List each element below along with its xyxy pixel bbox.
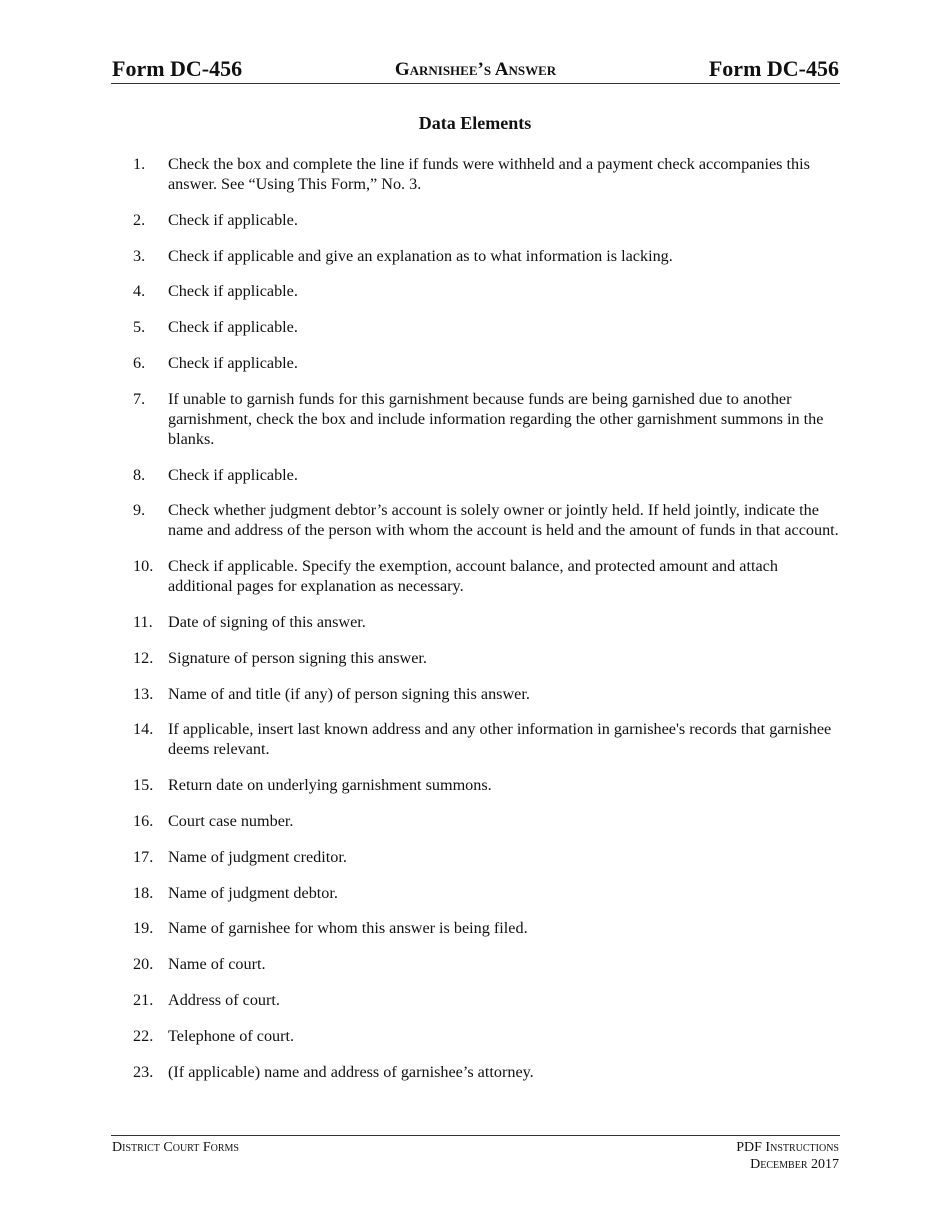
list-item <box>133 210 843 230</box>
form-id-left: Form DC-456 <box>112 56 243 81</box>
list-item <box>133 1026 843 1046</box>
footer-right <box>736 1139 839 1173</box>
item-text: Address of court. <box>168 990 280 1009</box>
item-text: Name of judgment debtor. <box>168 883 338 902</box>
footer-right-line2: December 2017 <box>750 1157 839 1172</box>
list-item <box>133 684 843 704</box>
list-item <box>133 811 843 831</box>
item-number: 19. <box>133 919 154 938</box>
footer-right-line1: PDF Instructions <box>736 1140 839 1155</box>
item-number: 9. <box>133 501 146 520</box>
item-text: Court case number. <box>168 811 294 830</box>
item-number: 22. <box>133 1026 154 1045</box>
item-text: Check if applicable. <box>168 318 298 337</box>
list-item <box>133 246 843 266</box>
section-title: Data Elements <box>418 113 532 133</box>
list-item <box>133 281 843 301</box>
form-title: Garnishee’s Answer <box>394 59 557 80</box>
item-text: Check the box and complete the line if funds were withheld and a payment check accompanies this answer. See “Using This Form,” No. 3. <box>168 155 810 193</box>
list-item <box>133 556 843 596</box>
item-number: 8. <box>133 465 146 484</box>
list-item <box>133 389 843 449</box>
item-text: If applicable, insert last known address and any other information in garnishee's records that garnishee deems relevant. <box>168 720 832 759</box>
item-text: Name of judgment creditor. <box>168 847 347 866</box>
item-number: 15. <box>133 776 154 795</box>
list-item <box>133 847 843 867</box>
item-text: Check if applicable. <box>168 353 298 372</box>
item-text: Check if applicable and give an explanation as to what information is lacking. <box>168 246 673 265</box>
item-number: 12. <box>133 648 154 667</box>
item-number: 4. <box>133 282 146 301</box>
item-number: 14. <box>133 720 154 739</box>
list-item <box>133 883 843 903</box>
item-text: Name of garnishee for whom this answer is being filed. <box>168 919 528 938</box>
item-number: 11. <box>133 612 153 631</box>
item-text: Check if applicable. <box>168 465 298 484</box>
list-item <box>133 918 843 938</box>
item-text: Telephone of court. <box>168 1026 295 1045</box>
item-text: Return date on underlying garnishment summons. <box>168 776 492 795</box>
list-item <box>133 719 843 759</box>
list-item <box>133 465 843 485</box>
list-item <box>133 500 843 540</box>
list-item <box>133 154 843 194</box>
item-number: 13. <box>133 684 154 703</box>
list-item <box>133 317 843 337</box>
item-text: Check whether judgment debtor’s account is solely owner or jointly held. If held jointly, indicate the name and address of the person with whom the account is held and the amount of funds in that account. <box>168 501 839 540</box>
list-item <box>133 353 843 373</box>
item-number: 18. <box>133 883 154 902</box>
item-number: 23. <box>133 1062 154 1081</box>
list-item <box>133 1062 843 1082</box>
item-text: Name of and title (if any) of person signing this answer. <box>168 684 530 703</box>
item-number: 20. <box>133 955 154 974</box>
item-number: 16. <box>133 811 154 830</box>
item-text: (If applicable) name and address of garnishee’s attorney. <box>168 1062 534 1081</box>
item-number: 3. <box>133 246 146 265</box>
item-text: Check if applicable. Specify the exemption, account balance, and protected amount and attach additional pages for explanation as necessary. <box>168 557 778 596</box>
item-text: If unable to garnish funds for this garnishment because funds are being garnished due to another garnishment, check the box and include information regarding the other garnishment summons in the blanks. <box>168 389 824 448</box>
item-number: 17. <box>133 847 154 866</box>
item-number: 5. <box>133 318 146 337</box>
item-number: 10. <box>133 557 154 576</box>
item-text: Name of court. <box>168 955 266 974</box>
data-elements-list <box>133 154 843 1097</box>
item-text: Signature of person signing this answer. <box>168 648 427 667</box>
page-footer <box>111 1135 840 1172</box>
item-number: 6. <box>133 353 146 372</box>
item-number: 21. <box>133 990 154 1009</box>
list-item <box>133 648 843 668</box>
item-number: 2. <box>133 210 146 229</box>
list-item <box>133 954 843 974</box>
list-item <box>133 612 843 632</box>
list-item <box>133 990 843 1010</box>
footer-left: District Court Forms <box>112 1140 239 1155</box>
page-header <box>111 55 840 84</box>
item-text: Date of signing of this answer. <box>168 612 366 631</box>
item-number: 1. <box>133 155 146 173</box>
item-number: 7. <box>133 389 146 408</box>
list-item <box>133 775 843 795</box>
item-text: Check if applicable. <box>168 210 298 229</box>
form-id-right: Form DC-456 <box>708 56 839 81</box>
item-text: Check if applicable. <box>168 282 298 301</box>
